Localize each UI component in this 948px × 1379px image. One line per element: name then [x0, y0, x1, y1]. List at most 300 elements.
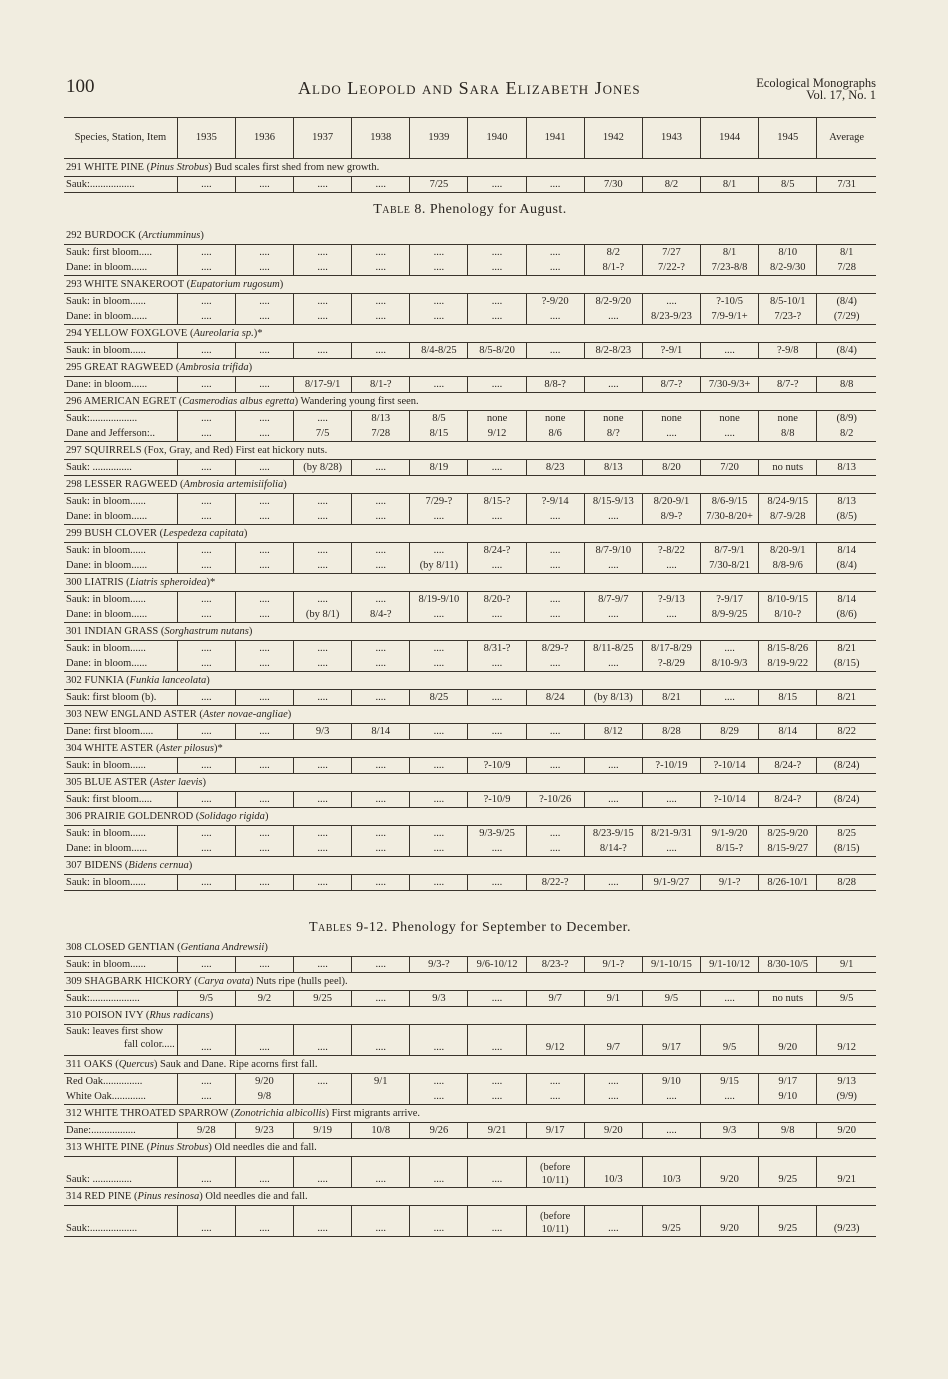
species-title-row [64, 393, 876, 411]
species-title [64, 525, 876, 543]
cell-value: 9/5 [817, 991, 876, 1007]
cell-value: 8/7-9/28 [759, 509, 817, 525]
cell-value: .... [468, 1025, 526, 1056]
cell-value: .... [468, 1089, 526, 1105]
paren: ) [264, 810, 269, 822]
species-latin: Funkia lanceolata [129, 674, 207, 686]
cell-value: 8/25-9/20 [759, 826, 817, 842]
cell-value: .... [410, 607, 468, 623]
cell-value: .... [468, 309, 526, 325]
cell-value: .... [701, 426, 759, 442]
cell-value: 7/23-? [759, 309, 817, 325]
table8-caption-text [64, 193, 876, 228]
cell-value: .... [468, 177, 526, 193]
row-label: Sauk: in bloom...... [66, 544, 146, 556]
cell-value: 7/23-8/8 [701, 260, 759, 276]
cell-value: 8/23-? [526, 957, 584, 973]
data-row [64, 1206, 876, 1237]
caption-title: 9-12. Phenology for September to December. [356, 920, 632, 935]
cell-value: 9/6-10/12 [468, 957, 526, 973]
cell-value: 8/29 [701, 724, 759, 740]
cell-value: 8/14 [352, 724, 410, 740]
species-latin: Lespedeza capitata [163, 527, 244, 539]
paren: ) [200, 229, 204, 241]
cell-value: .... [352, 343, 410, 359]
species-name: 304 WHITE ASTER [66, 742, 156, 754]
cell-value: .... [410, 656, 468, 672]
paren: ) [199, 1190, 203, 1202]
cell-value: ?-10/9 [468, 792, 526, 808]
cell-value: 8/5-10/1 [759, 294, 817, 310]
cell-value: .... [468, 991, 526, 1007]
cell-value: 8/7-? [642, 377, 700, 393]
cell-value: 8/10-9/3 [701, 656, 759, 672]
cell-value: 9/12 [526, 1025, 584, 1056]
cell-value: (8/4) [817, 294, 876, 310]
cell-value: .... [526, 607, 584, 623]
species-latin: Pinus Strobus [150, 161, 209, 173]
cell-value: .... [468, 690, 526, 706]
cell-value: 8/15-8/26 [759, 641, 817, 657]
cell-value: (8/4) [817, 558, 876, 574]
cell-value: 8/11-8/25 [584, 641, 642, 657]
cell-value: 8/15-9/13 [584, 494, 642, 510]
species-name: 314 RED PINE [66, 1190, 134, 1202]
cell-value: 8/5 [759, 177, 817, 193]
cell-value: 9/1 [817, 957, 876, 973]
cell-value: 8/7-9/7 [584, 592, 642, 608]
cell-value: 8/2 [642, 177, 700, 193]
cell-value: 10/3 [642, 1157, 700, 1188]
data-row [64, 1123, 876, 1139]
cell-value: .... [352, 758, 410, 774]
data-row [64, 826, 876, 842]
cell-value: 9/21 [468, 1123, 526, 1139]
cell-value: .... [468, 724, 526, 740]
cell-value: ?-9/20 [526, 294, 584, 310]
species-latin: Bidens cernua [128, 859, 189, 871]
cell-value: 9/20 [701, 1206, 759, 1237]
cell-value: 9/17 [526, 1123, 584, 1139]
species-title [64, 706, 876, 724]
column-header: 1939 [410, 118, 468, 159]
paren: ( [178, 395, 183, 407]
data-row [64, 724, 876, 740]
species-title [64, 227, 876, 245]
cell-value: 8/20 [642, 460, 700, 476]
cell-value: 7/29-? [410, 494, 468, 510]
cell-value: .... [235, 875, 293, 891]
column-header: 1943 [642, 118, 700, 159]
paren: ( [186, 278, 191, 290]
cell-value: 8/10 [759, 245, 817, 261]
cell-value: .... [642, 1123, 700, 1139]
cell-value: .... [177, 957, 235, 973]
cell-value: 9/25 [759, 1157, 817, 1188]
cell-value: .... [235, 1157, 293, 1188]
row-label: Sauk: in bloom...... [66, 295, 146, 307]
cell-value: .... [642, 1089, 700, 1105]
cell-value: .... [177, 1089, 235, 1105]
paren: ) [213, 742, 218, 754]
cell-value: .... [352, 177, 410, 193]
cell-value: 7/9-9/1+ [701, 309, 759, 325]
species-latin: Eupatorium rugosum [190, 278, 280, 290]
cell-value: .... [177, 641, 235, 657]
cell-value: .... [177, 558, 235, 574]
cell-value: .... [235, 426, 293, 442]
species-title-row [64, 973, 876, 991]
cell-value: (7/29) [817, 309, 876, 325]
cell-value: 9/25 [759, 1206, 817, 1237]
cell-value: .... [526, 724, 584, 740]
cell-value: 8/? [584, 426, 642, 442]
paren: ) [202, 776, 206, 788]
cell-value: (8/15) [817, 841, 876, 857]
paren: ) [248, 361, 253, 373]
cell-value: 8/2-8/23 [584, 343, 642, 359]
species-name: 305 BLUE ASTER [66, 776, 150, 788]
species-name: 299 BUSH CLOVER [66, 527, 160, 539]
cell-value: 8/8-9/6 [759, 558, 817, 574]
column-header: 1937 [294, 118, 352, 159]
cell-value: 9/1-9/27 [642, 875, 700, 891]
cell-value: 8/28 [642, 724, 700, 740]
cell-value: .... [235, 460, 293, 476]
cell-value: .... [526, 260, 584, 276]
row-label: Dane: in bloom...... [64, 377, 177, 393]
cell-value: 8/10-? [759, 607, 817, 623]
row-label-line: Sauk: leaves first show [66, 1026, 164, 1037]
cell-value: .... [410, 260, 468, 276]
cell-value: .... [352, 494, 410, 510]
species-name: 301 INDIAN GRASS [66, 625, 161, 637]
column-header: 1941 [526, 118, 584, 159]
cell-value: .... [352, 656, 410, 672]
cell-value: .... [410, 1089, 468, 1105]
cell-value: .... [352, 991, 410, 1007]
cell-value: 10/3 [584, 1157, 642, 1188]
species-name: 310 POISON IVY [66, 1009, 146, 1021]
cell-value: 9/2 [235, 991, 293, 1007]
authors: Aldo Leopold and Sara Elizabeth Jones [298, 78, 641, 98]
cell-value: 8/15 [410, 426, 468, 442]
cell-value: .... [410, 875, 468, 891]
cell-value: 8/29-? [526, 641, 584, 657]
table9-caption-text [64, 891, 876, 940]
cell-value: .... [235, 411, 293, 427]
row-label: Dane and Jefferson:.. [64, 426, 177, 442]
species-title [64, 574, 876, 592]
cell-value: .... [235, 641, 293, 657]
cell-value: .... [410, 245, 468, 261]
cell-value: .... [701, 1089, 759, 1105]
cell-value: .... [410, 1157, 468, 1188]
cell-value: .... [410, 641, 468, 657]
cell-value: .... [294, 494, 352, 510]
cell-value: .... [468, 607, 526, 623]
paren: ( [180, 478, 184, 490]
cell-value: .... [468, 1206, 526, 1237]
species-title-row [64, 706, 876, 724]
row-label: Sauk:.................. [66, 412, 138, 424]
cell-value: .... [352, 792, 410, 808]
cell-value: .... [526, 656, 584, 672]
species-title [64, 393, 876, 411]
paren: ( [177, 941, 181, 953]
cell-value: 7/30-9/3+ [701, 377, 759, 393]
cell-value [294, 1089, 352, 1105]
data-row [64, 294, 876, 310]
page-header [0, 0, 948, 110]
cell-value: 8/14-? [584, 841, 642, 857]
data-row [64, 592, 876, 608]
cell-value: .... [235, 494, 293, 510]
species-title [64, 939, 876, 957]
row-label: Sauk: in bloom...... [66, 495, 146, 507]
cell-value: .... [701, 690, 759, 706]
row-label: Sauk:.................. [64, 1206, 177, 1237]
cell-value: .... [235, 1025, 293, 1056]
cell-value: 9/19 [294, 1123, 352, 1139]
species-name: 297 SQUIRRELS (Fox, Gray, and Red) [66, 444, 236, 456]
species-title-row [64, 740, 876, 758]
cell-value: .... [352, 245, 410, 261]
cell-value: .... [410, 294, 468, 310]
paren: ( [195, 810, 200, 822]
species-title-row [64, 159, 876, 177]
species-note: First eat hickory nuts. [235, 444, 328, 456]
cell-value: .... [352, 558, 410, 574]
data-row [64, 377, 876, 393]
cell-value: 8/2 [584, 245, 642, 261]
species-title-row [64, 1007, 876, 1025]
cell-line: (before [540, 1162, 571, 1173]
species-note: * [257, 327, 263, 339]
row-label: Sauk: ............... [64, 1157, 177, 1188]
cell-value: .... [410, 509, 468, 525]
cell-value: 9/10 [642, 1074, 700, 1090]
paren: ( [146, 161, 151, 173]
data-row [64, 792, 876, 808]
cell-value: none [468, 411, 526, 427]
cell-value: 9/1 [584, 991, 642, 1007]
cell-value: ?-10/14 [701, 792, 759, 808]
cell-value: .... [526, 245, 584, 261]
cell-value: .... [235, 607, 293, 623]
species-latin: Zonotrichia albicollis [234, 1107, 326, 1119]
column-header-row [64, 118, 876, 159]
cell-value: 8/28 [817, 875, 876, 891]
data-row [64, 758, 876, 774]
cell-value: (9/9) [817, 1089, 876, 1105]
cell-value: 8/7-? [759, 377, 817, 393]
data-row [64, 875, 876, 891]
row-label: Sauk: in bloom...... [64, 875, 177, 891]
paren: ) [248, 625, 253, 637]
cell-value: (by 8/13) [584, 690, 642, 706]
cell-value: 8/2 [817, 426, 876, 442]
cell-value: .... [526, 543, 584, 559]
row-label: Dane: in bloom...... [64, 260, 177, 276]
paren: ( [189, 327, 194, 339]
data-row [64, 558, 876, 574]
cell-value: .... [642, 558, 700, 574]
paren: ) [209, 1009, 214, 1021]
species-title [64, 159, 876, 177]
cell-value: .... [584, 607, 642, 623]
data-row [64, 460, 876, 476]
cell-value: 8/24-? [468, 543, 526, 559]
cell-value: 8/25 [817, 826, 876, 842]
column-header: 1944 [701, 118, 759, 159]
species-note: Sauk and Dane. Ripe acorns first fall. [157, 1058, 318, 1070]
cell-value: .... [235, 957, 293, 973]
cell-value: .... [294, 509, 352, 525]
cell-value: 9/1-10/12 [701, 957, 759, 973]
cell-value: .... [177, 656, 235, 672]
cell-value: .... [352, 509, 410, 525]
row-label: Sauk: in bloom...... [64, 343, 177, 359]
cell-value: .... [410, 309, 468, 325]
cell-value: .... [352, 1206, 410, 1237]
cell-value: .... [294, 558, 352, 574]
cell-value: 9/17 [642, 1025, 700, 1056]
cell-value: none [701, 411, 759, 427]
cell-value: ?-9/8 [759, 343, 817, 359]
cell-value: no nuts [759, 991, 817, 1007]
cell-value: 8/9-9/25 [701, 607, 759, 623]
data-row [64, 494, 876, 510]
cell-value: 9/3-9/25 [468, 826, 526, 842]
cell-value: 9/5 [177, 991, 235, 1007]
species-title [64, 276, 876, 294]
journal-info [756, 77, 876, 101]
species-title [64, 808, 876, 826]
paren: ) [294, 395, 299, 407]
cell-value: 9/13 [817, 1074, 876, 1090]
cell-value: (by 8/11) [410, 558, 468, 574]
paren: ) [206, 576, 211, 588]
cell-value: 8/13 [584, 460, 642, 476]
cell-value: none [759, 411, 817, 427]
species-name: 295 GREAT RAGWEED [66, 361, 176, 373]
species-title-row [64, 574, 876, 592]
cell-value: .... [584, 792, 642, 808]
cell-value: (8/9) [817, 411, 876, 427]
species-latin: Carya ovata [197, 975, 250, 987]
cell-value: 8/21 [817, 641, 876, 657]
cell-value: ?-10/14 [701, 758, 759, 774]
paren: ) [283, 478, 287, 490]
cell-value: .... [410, 377, 468, 393]
cell-value: 9/20 [759, 1025, 817, 1056]
species-name: 307 BIDENS [66, 859, 125, 871]
species-title [64, 857, 876, 875]
data-row [64, 309, 876, 325]
cell-value: .... [294, 309, 352, 325]
cell-value: 8/14 [817, 543, 876, 559]
species-title-row [64, 442, 876, 460]
cell-value: .... [526, 1074, 584, 1090]
species-latin: Pinus resinosa [137, 1190, 200, 1202]
cell-value: 8/20-9/1 [642, 494, 700, 510]
cell-value: .... [410, 1025, 468, 1056]
cell-value: 9/5 [642, 991, 700, 1007]
species-title-row [64, 857, 876, 875]
cell-value: (by 8/1) [294, 607, 352, 623]
paren: ( [126, 576, 130, 588]
cell-value: .... [352, 309, 410, 325]
species-title-row [64, 672, 876, 690]
cell-value: 8/21 [817, 690, 876, 706]
column-header: 1935 [177, 118, 235, 159]
cell-value: 10/8 [352, 1123, 410, 1139]
column-header: Average [817, 118, 876, 159]
data-row [64, 1157, 876, 1188]
cell-value: .... [177, 758, 235, 774]
cell-value: .... [235, 245, 293, 261]
data-row [64, 957, 876, 973]
species-latin: Aster pilosus [159, 742, 214, 754]
cell-value: .... [294, 1206, 352, 1237]
cell-value: .... [584, 1074, 642, 1090]
cell-value: 9/17 [759, 1074, 817, 1090]
paren: ) [279, 278, 284, 290]
cell-value: .... [177, 426, 235, 442]
cell-value: .... [177, 494, 235, 510]
cell-value: .... [526, 558, 584, 574]
cell-value: 9/7 [526, 991, 584, 1007]
cell-value: 8/1-? [352, 377, 410, 393]
cell-value: none [584, 411, 642, 427]
cell-value: .... [642, 607, 700, 623]
paren: ) [243, 527, 248, 539]
cell-value: (8/24) [817, 758, 876, 774]
cell-value: .... [177, 826, 235, 842]
cell-value: 8/20-? [468, 592, 526, 608]
cell-value: .... [235, 543, 293, 559]
cell-value: .... [235, 826, 293, 842]
species-title [64, 1056, 876, 1074]
paren: ( [160, 625, 165, 637]
cell-value: .... [526, 758, 584, 774]
cell-value: 9/3-? [410, 957, 468, 973]
row-label: Sauk: in bloom...... [64, 758, 177, 774]
data-row [64, 841, 876, 857]
species-name: 298 LESSER RAGWEED [66, 478, 181, 490]
cell-value: .... [235, 260, 293, 276]
row-label: Sauk: in bloom...... [66, 827, 146, 839]
data-row [64, 690, 876, 706]
cell-value: .... [410, 724, 468, 740]
cell-value: .... [177, 607, 235, 623]
cell-value: .... [177, 792, 235, 808]
species-title-row [64, 525, 876, 543]
cell-value: 8/15-? [701, 841, 759, 857]
cell-value: .... [235, 309, 293, 325]
cell-value: 8/23-9/23 [642, 309, 700, 325]
paren: ) [253, 327, 258, 339]
cell-value: 8/26-10/1 [759, 875, 817, 891]
table8-caption [64, 193, 876, 228]
cell-value: .... [468, 1074, 526, 1090]
cell-value: .... [642, 841, 700, 857]
cell-value: .... [177, 1025, 235, 1056]
species-title [64, 1139, 876, 1157]
cell-value: 8/31-? [468, 641, 526, 657]
cell-value: 7/28 [817, 260, 876, 276]
